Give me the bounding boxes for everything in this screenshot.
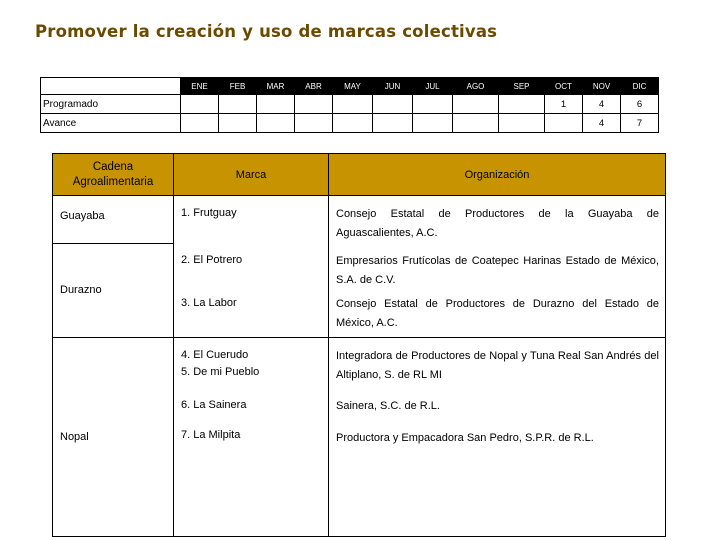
- cell: [499, 95, 545, 114]
- month-header: AGO: [453, 78, 499, 95]
- header-marca: Marca: [174, 154, 329, 196]
- cell: 1: [545, 95, 583, 114]
- cell: [257, 114, 295, 133]
- month-header: JUL: [413, 78, 453, 95]
- cell: [333, 95, 373, 114]
- month-header: OCT: [545, 78, 583, 95]
- cell: 4: [583, 95, 621, 114]
- table-row: [53, 337, 666, 385]
- month-header: NOV: [583, 78, 621, 95]
- schedule-row-avance: [41, 114, 659, 133]
- schedule-row-programado: [41, 95, 659, 114]
- header-organizacion: Organización: [329, 154, 666, 196]
- row-label: Programado: [41, 95, 181, 114]
- cell: [295, 114, 333, 133]
- schedule-corner: [41, 78, 181, 95]
- organizacion-cell: Integradora de Productores de Nopal y Tuna Real San Andrés del Altiplano, S. de RL MI: [329, 337, 666, 385]
- cell: [333, 114, 373, 133]
- cell: 6: [621, 95, 659, 114]
- cell: 7: [621, 114, 659, 133]
- cell: [373, 95, 413, 114]
- cell: [545, 114, 583, 133]
- cell: [413, 95, 453, 114]
- month-header: JUN: [373, 78, 413, 95]
- marca-cell: 2. El Potrero: [174, 243, 329, 295]
- month-header: FEB: [219, 78, 257, 95]
- cell: [295, 95, 333, 114]
- cell: [499, 114, 545, 133]
- page-title: Promover la creación y uso de marcas colectivas: [35, 22, 498, 41]
- cell: [181, 95, 219, 114]
- cell: [219, 95, 257, 114]
- organizacion-cell: Sainera, S.C. de R.L.: [329, 385, 666, 417]
- table-row: [53, 196, 666, 244]
- schedule-header-row: [41, 78, 659, 95]
- organizacion-cell: Consejo Estatal de Productores de la Guayaba de Aguascalientes, A.C.: [329, 196, 666, 244]
- cell: [413, 114, 453, 133]
- brands-table: [52, 153, 666, 537]
- cell: [453, 95, 499, 114]
- cadena-durazno: Durazno: [53, 243, 174, 337]
- marca-cell: 4. El Cuerudo 5. De mi Pueblo: [174, 337, 329, 385]
- row-label: Avance: [41, 114, 181, 133]
- month-header: MAY: [333, 78, 373, 95]
- header-cadena: Cadena Agroalimentaria: [53, 154, 174, 196]
- marca-cell: 1. Frutguay: [174, 196, 329, 244]
- month-header: SEP: [499, 78, 545, 95]
- marca-cell: 3. La Labor: [174, 295, 329, 337]
- month-header: ABR: [295, 78, 333, 95]
- cadena-guayaba: Guayaba: [53, 196, 174, 244]
- month-header: DIC: [621, 78, 659, 95]
- organizacion-cell: Productora y Empacadora San Pedro, S.P.R. de R.L.: [329, 417, 666, 537]
- cell: [453, 114, 499, 133]
- month-header: MAR: [257, 78, 295, 95]
- marca-cell: 6. La Sainera: [174, 385, 329, 417]
- brands-header-row: [53, 154, 666, 196]
- cell: [219, 114, 257, 133]
- schedule-table: [40, 77, 659, 133]
- cell: 4: [583, 114, 621, 133]
- month-header: ENE: [181, 78, 219, 95]
- table-row: [53, 243, 666, 295]
- organizacion-cell: Consejo Estatal de Productores de Durazno del Estado de México, A.C.: [329, 295, 666, 337]
- marca-cell: 7. La Milpita: [174, 417, 329, 537]
- cell: [373, 114, 413, 133]
- organizacion-cell: Empresarios Frutícolas de Coatepec Harinas Estado de México, S.A. de C.V.: [329, 243, 666, 295]
- cadena-nopal: Nopal: [53, 337, 174, 537]
- cell: [257, 95, 295, 114]
- cell: [181, 114, 219, 133]
